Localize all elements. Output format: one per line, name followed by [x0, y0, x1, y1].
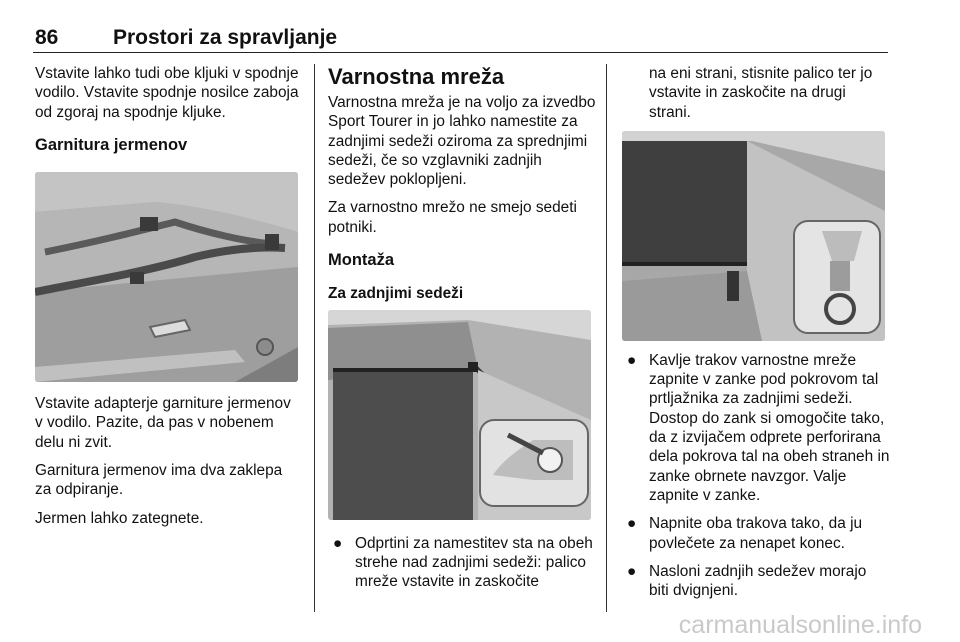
bullet-icon: ● [627, 562, 637, 580]
list-item [622, 351, 890, 505]
bullet-text: Nasloni zadnjih sedežev morajo biti dvignjeni. [649, 562, 867, 600]
list-item [622, 562, 890, 601]
column-divider [606, 64, 607, 612]
net-fastening-steps [622, 351, 890, 601]
watermark: carmanualsonline.info [678, 611, 922, 639]
installation-steps [328, 534, 596, 592]
bullet-icon: ● [627, 351, 637, 369]
intro-paragraph: Vstavite lahko tudi obe kljuki v spodnje vodilo. Vstavite spodnje nosilce zaboja od zgoraj na spodnje kljuke. [35, 65, 299, 121]
bullet-text: Napnite oba trakova tako, da ju povlečete za nenapet konec. [649, 515, 863, 552]
bullet-text: Odprtini za namestitev sta na obeh strehe nad zadnjimi sedeži: palico mreže vstavite in zaskočite [355, 534, 593, 591]
bullet-text: Kavlje trakov varnostne mreže zapnite v zanke pod pokrovom tal prtljažnika za zadnjimi sedeži. Dostop do zank si omogočite tako, da z izvijačem odprete perforirana dela pokrova tal na obeh straneh in zanke obrnete navzgor. Valje zapnite v zanke. [649, 351, 890, 504]
paragraph-adapters: Vstavite adapterje garniture jermenov v vodilo. Pazite, da pas v nobenem delu ni zvit. [35, 395, 291, 451]
continuation-paragraph: na eni strani, stisnite palico ter jo vstavite in zaskočite na drugi strani. [649, 65, 873, 121]
section-heading-safety-net: Varnostna mreža [328, 64, 505, 89]
section-heading-belt-set: Garnitura jermenov [35, 135, 188, 154]
belt-set-illustration [35, 172, 298, 382]
net-rod-illustration [328, 310, 591, 520]
paragraph-tighten: Jermen lahko zategnete. [35, 509, 204, 527]
page-header [33, 26, 888, 53]
page-number: 86 [35, 26, 59, 49]
subheading-installation: Montaža [328, 251, 394, 270]
page-title: Prostori za spravljanje [113, 26, 338, 49]
paragraph-no-passengers: Za varnostno mrežo ne smejo sedeti potniki. [328, 199, 577, 236]
paragraph-locks: Garnitura jermenov ima dva zaklepa za odpiranje. [35, 462, 283, 499]
column-divider [314, 64, 315, 612]
subheading-behind-rear-seats: Za zadnjimi sedeži [328, 285, 464, 303]
list-item [328, 534, 596, 592]
column-left [35, 64, 301, 537]
paragraph-net-availability: Varnostna mreža je na voljo za izvedbo Sport Tourer in jo lahko namestite za zadnjimi sedeži oziroma za sprednjimi sedeži, če so vzglavniki zadnjih sedežev poklopljeni. [328, 94, 596, 189]
list-item [622, 514, 890, 553]
bullet-icon: ● [627, 515, 637, 533]
bullet-icon: ● [333, 534, 343, 552]
column-right [622, 64, 890, 609]
column-middle [328, 64, 596, 601]
net-hook-illustration [622, 131, 885, 341]
